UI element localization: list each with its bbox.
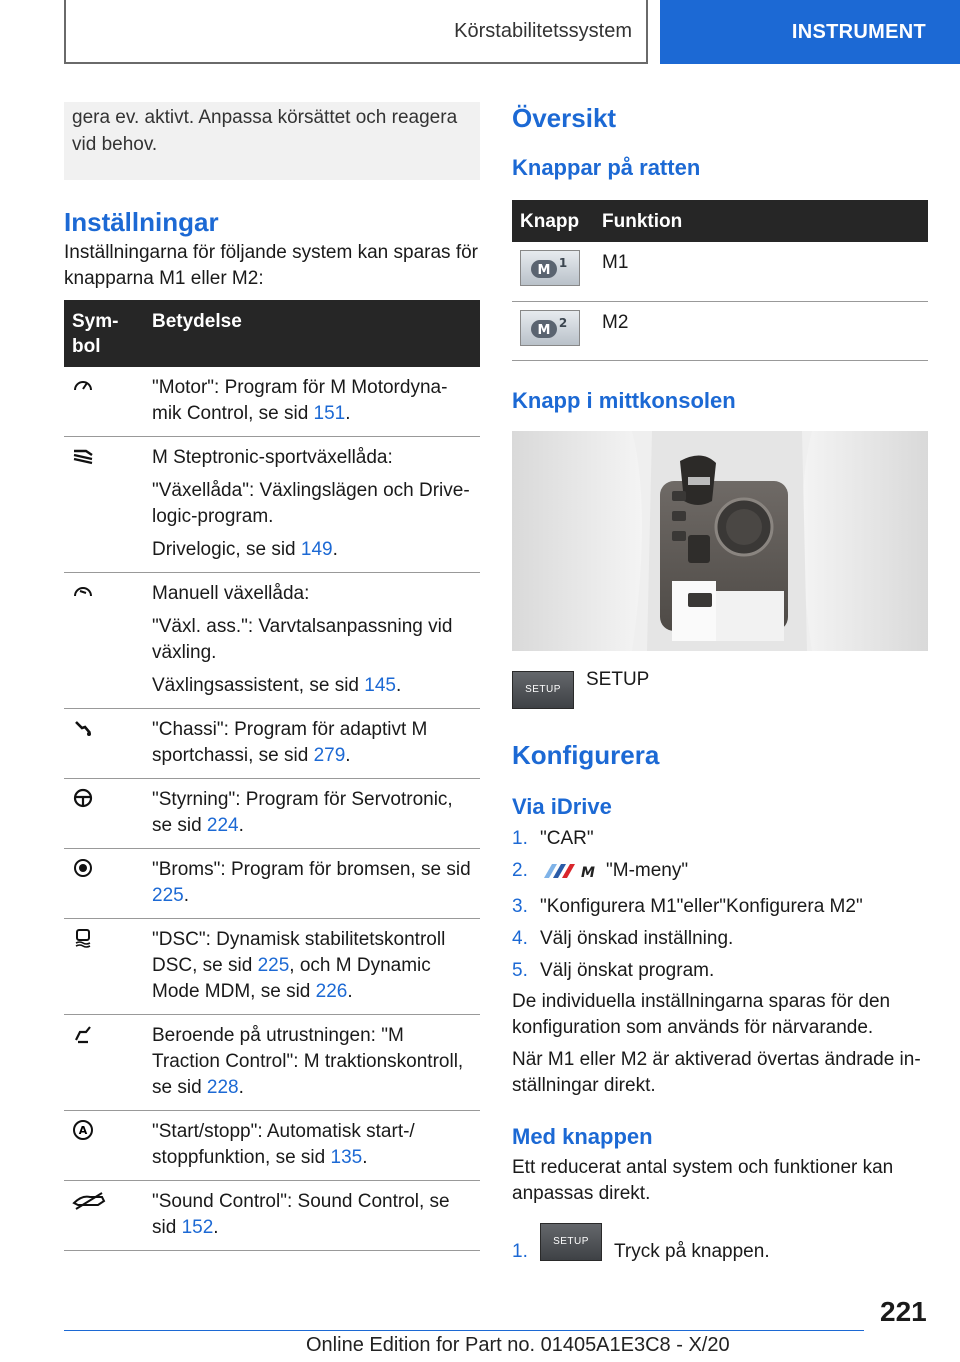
setup-button-text: SETUP bbox=[553, 1236, 589, 1247]
page-reference: 145 bbox=[364, 675, 396, 696]
dsc-icon bbox=[72, 933, 94, 954]
auto-start-stop-icon bbox=[72, 1125, 94, 1146]
settings-row bbox=[64, 779, 480, 849]
meaning-text: . bbox=[213, 1217, 219, 1238]
meaning-text: . bbox=[238, 815, 244, 836]
meaning-line bbox=[152, 1119, 474, 1171]
meaning-text: Beroende på utrustningen: "M Traction Control": M traktionskontroll, se sid bbox=[152, 1025, 464, 1098]
settings-row bbox=[64, 1015, 480, 1111]
meaning-line bbox=[152, 1189, 474, 1241]
settings-row bbox=[64, 709, 480, 779]
setup-button-icon bbox=[540, 1223, 602, 1261]
settings-row bbox=[64, 919, 480, 1015]
button-step bbox=[512, 1223, 928, 1263]
step-text: "M-meny" bbox=[606, 859, 689, 881]
step-1 bbox=[512, 823, 928, 855]
page-reference: 226 bbox=[315, 981, 348, 1002]
meaning-text: "Växl. ass.": Varvtalsanpassning vid växling. bbox=[152, 616, 453, 663]
meaning-cell bbox=[144, 779, 480, 849]
overview-heading: Översikt bbox=[512, 103, 617, 133]
svg-text:A: A bbox=[78, 1124, 88, 1137]
note-box bbox=[64, 102, 480, 180]
meaning-cell bbox=[144, 437, 480, 573]
footer-divider bbox=[64, 1330, 864, 1331]
step-text: "Konfigurera M1"eller"Konfigurera M2" bbox=[540, 895, 863, 917]
meaning-text: . bbox=[395, 675, 402, 696]
meaning-text: . bbox=[332, 539, 338, 560]
chapter-title: INSTRUMENT bbox=[791, 20, 926, 43]
footer-edition: Online Edition for Part no. 01405A1E3C8 - X/20 bbox=[306, 1334, 730, 1356]
m-logo-icon bbox=[540, 859, 596, 891]
svg-text:2: 2 bbox=[558, 315, 568, 330]
meaning-line bbox=[152, 857, 474, 909]
meaning-text: "DSC": Dynamisk stabilitetskontroll DSC, se sid bbox=[152, 929, 446, 976]
svg-text:M: M bbox=[537, 322, 551, 338]
setup-label: SETUP bbox=[586, 668, 650, 690]
symbol-cell bbox=[64, 1111, 144, 1181]
symbol-cell bbox=[64, 573, 144, 709]
step-number: 1. bbox=[512, 1240, 528, 1262]
paragraph-individual-settings: De individuella inställningarna sparas för den konfiguration som används för närvarande. bbox=[512, 990, 891, 1038]
symbol-cell bbox=[64, 437, 144, 573]
setup-row bbox=[512, 668, 928, 709]
meaning-text: Växlingsassistent, se sid bbox=[152, 675, 365, 696]
section-header-tab bbox=[64, 0, 648, 64]
meaning-text: M Steptronic-sportväxellåda: bbox=[152, 447, 393, 468]
speedometer-icon bbox=[72, 381, 94, 402]
m2-button-cell bbox=[512, 301, 594, 360]
paragraph-reduced-systems: Ett reducerat antal system och funktioner kan anpassas direkt. bbox=[512, 1156, 894, 1204]
meaning-text: . bbox=[345, 745, 351, 766]
settings-row bbox=[64, 1181, 480, 1251]
chassis-icon bbox=[72, 723, 94, 744]
m1-button-cell bbox=[512, 242, 594, 301]
idrive-steps bbox=[512, 823, 928, 987]
meaning-cell bbox=[144, 849, 480, 919]
meaning-text: Drivelogic, se sid bbox=[152, 539, 301, 560]
page-reference: 228 bbox=[206, 1077, 239, 1098]
meaning-cell bbox=[144, 1111, 480, 1181]
meaning-cell bbox=[144, 1181, 480, 1251]
meaning-text: , och M Dynamic Mode MDM, se sid bbox=[152, 955, 431, 1002]
center-console-heading: Knapp i mittkonsolen bbox=[512, 387, 736, 413]
button-column-header: Knapp bbox=[512, 200, 594, 242]
symbol-cell bbox=[64, 367, 144, 437]
step-text: "CAR" bbox=[540, 827, 594, 849]
meaning-cell bbox=[144, 1015, 480, 1111]
symbol-cell bbox=[64, 709, 144, 779]
via-idrive-heading: Via iDrive bbox=[512, 793, 612, 819]
svg-text:M: M bbox=[537, 263, 551, 278]
page-reference: 151 bbox=[313, 403, 346, 424]
step-number: 4. bbox=[512, 927, 528, 949]
center-console-photo bbox=[512, 431, 928, 651]
meaning-text: "Växellåda": Växlingslägen och Drive-logic-program. bbox=[152, 480, 470, 527]
meaning-text: . bbox=[345, 403, 351, 424]
meaning-text: . bbox=[347, 981, 353, 1002]
step-number: 2. bbox=[512, 859, 528, 881]
meaning-text: "Start/stopp": Automatisk start-/ stoppfunktion, se sid bbox=[152, 1121, 415, 1168]
brake-icon bbox=[72, 863, 94, 884]
settings-row bbox=[64, 849, 480, 919]
settings-table bbox=[64, 300, 480, 1251]
m1-function: M1 bbox=[594, 242, 928, 301]
meaning-text: . bbox=[362, 1147, 368, 1168]
page-reference: 279 bbox=[313, 745, 346, 766]
meaning-line bbox=[152, 717, 474, 769]
meaning-text: "Chassi": Program för adaptivt M sportchassi, se sid bbox=[152, 719, 428, 766]
m2-function: M2 bbox=[594, 301, 928, 360]
meaning-cell bbox=[144, 367, 480, 437]
meaning-text: "Sound Control": Sound Control, se sid bbox=[152, 1191, 450, 1238]
steering-wheel-icon bbox=[72, 793, 94, 814]
right-column bbox=[512, 102, 928, 1263]
settings-row bbox=[64, 437, 480, 573]
step-number: 3. bbox=[512, 895, 528, 917]
meaning-text: . bbox=[238, 1077, 244, 1098]
meaning-line bbox=[152, 787, 474, 839]
step-4 bbox=[512, 923, 928, 955]
meaning-cell bbox=[144, 919, 480, 1015]
page-reference: 152 bbox=[181, 1217, 214, 1238]
setup-button-text: SETUP bbox=[525, 684, 561, 695]
meaning-cell bbox=[144, 709, 480, 779]
chapter-header-tab bbox=[660, 0, 960, 64]
note-text: gera ev. aktivt. Anpassa körsättet och reagera vid behov. bbox=[72, 107, 458, 155]
setup-button-icon bbox=[512, 671, 574, 709]
function-column-header: Funktion bbox=[594, 200, 928, 242]
meaning-cell bbox=[144, 573, 480, 709]
meaning-text: "Motor": Program för M Motordyna-mik Control, se sid bbox=[152, 377, 448, 424]
meaning-line bbox=[152, 927, 474, 1005]
settings-row bbox=[64, 573, 480, 709]
step-3 bbox=[512, 891, 928, 923]
svg-text:M: M bbox=[581, 864, 595, 880]
manual-gear-icon bbox=[72, 587, 94, 608]
settings-heading: Inställningar bbox=[64, 207, 219, 237]
button-table bbox=[512, 200, 928, 361]
meaning-line bbox=[152, 1023, 474, 1101]
meaning-text: . bbox=[183, 885, 189, 906]
page-reference: 149 bbox=[300, 539, 333, 560]
page-reference: 225 bbox=[257, 955, 290, 976]
settings-row bbox=[64, 367, 480, 437]
symbol-column-header: Sym-bol bbox=[64, 300, 144, 367]
meaning-column-header: Betydelse bbox=[144, 300, 480, 367]
settings-intro: Inställningarna för följande system kan sparas för knapparna M1 eller M2: bbox=[64, 242, 478, 289]
step-number: 5. bbox=[512, 959, 528, 981]
step-text: Tryck på knappen. bbox=[614, 1240, 770, 1262]
step-text: Välj önskad inställning. bbox=[540, 927, 734, 949]
page-reference: 225 bbox=[152, 885, 184, 906]
meaning-text: Manuell växellåda: bbox=[152, 583, 310, 604]
section-title: Körstabilitetssystem bbox=[454, 19, 632, 42]
meaning-reference-line bbox=[152, 537, 474, 563]
step-2 bbox=[512, 855, 928, 891]
settings-row bbox=[64, 1111, 480, 1181]
configure-heading: Konfigurera bbox=[512, 739, 660, 770]
left-column bbox=[64, 102, 480, 1251]
symbol-cell bbox=[64, 1181, 144, 1251]
step-5 bbox=[512, 955, 928, 987]
symbol-cell bbox=[64, 849, 144, 919]
meaning-reference-line bbox=[152, 673, 474, 699]
m2-button-icon bbox=[520, 310, 580, 346]
svg-text:1: 1 bbox=[558, 256, 568, 270]
step-number: 1. bbox=[512, 827, 528, 849]
meaning-text: "Styrning": Program för Servotronic, se sid bbox=[152, 789, 453, 836]
meaning-text: "Broms": Program för bromsen, se sid bbox=[152, 859, 471, 880]
page-reference: 135 bbox=[330, 1147, 363, 1168]
steering-buttons-heading: Knappar på ratten bbox=[512, 155, 701, 180]
m1-button-icon bbox=[520, 250, 580, 286]
meaning-line bbox=[152, 375, 474, 427]
page-reference: 224 bbox=[206, 815, 239, 836]
symbol-cell bbox=[64, 779, 144, 849]
paragraph-m1-m2-active: När M1 eller M2 är aktiverad övertas ändrade in-ställningar direkt. bbox=[512, 1048, 921, 1096]
symbol-cell bbox=[64, 1015, 144, 1111]
step-text: Välj önskat program. bbox=[540, 959, 715, 981]
with-button-heading: Med knappen bbox=[512, 1123, 653, 1149]
sound-control-icon bbox=[72, 1195, 106, 1216]
traction-icon bbox=[72, 1029, 94, 1050]
symbol-cell bbox=[64, 919, 144, 1015]
page-number: 221 bbox=[880, 1296, 927, 1327]
gearbox-lines-icon bbox=[72, 451, 94, 472]
